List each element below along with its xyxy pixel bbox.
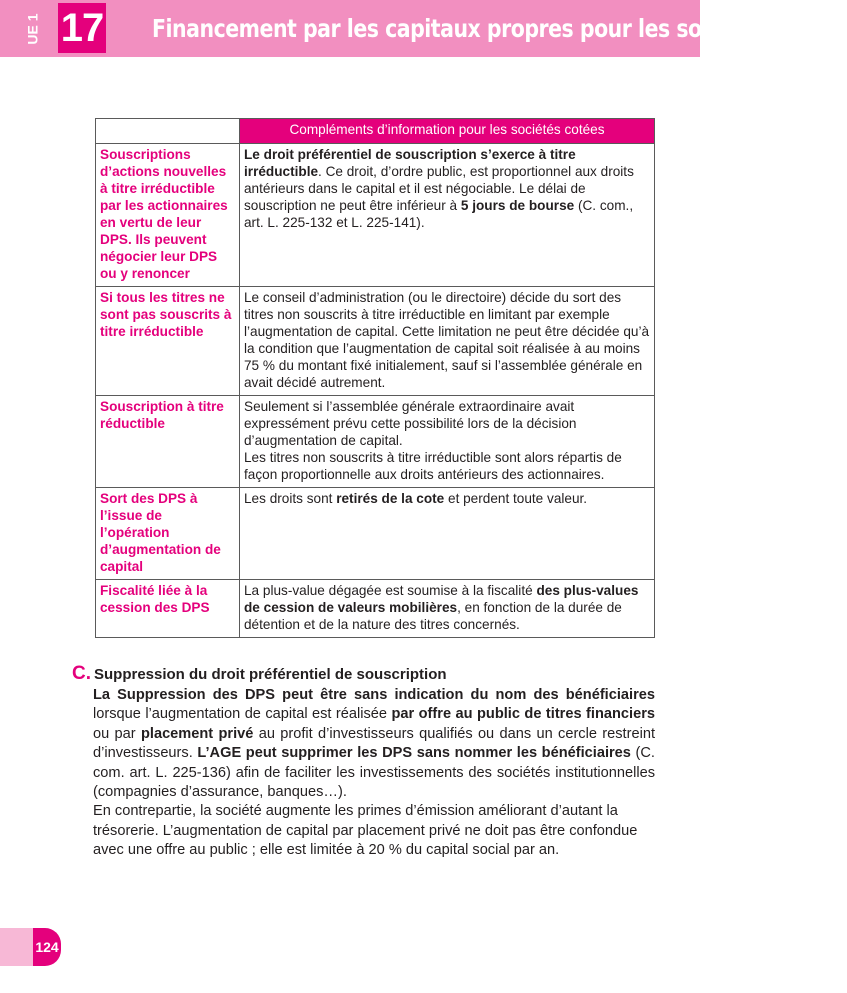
section-letter: C. <box>72 663 91 684</box>
table-row <box>96 396 655 488</box>
table-row <box>96 144 655 287</box>
row-text: Le droit préférentiel de souscription s’exerce à titre irréductible. Ce droit, d’ordre public, est proportionnel aux droits antérieurs dans le capital et il est négociable. Le délai de souscription ne peut être inférieur à 5 jours de bourse (C. com., art. L. 225-132 et L. 225-141). <box>240 144 655 287</box>
section-heading <box>72 663 672 685</box>
paragraph: La Suppression des DPS peut être sans indication du nom des bénéficiaires lorsque l’augmentation de capital est réalisée par offre au public de titres financiers ou par placement privé au profit d’investisseurs qualifiés ou dans un cercle restreint d’investisseurs. L’AGE peut supprimer les DPS sans nommer les bénéficiaires (C. com. art. L. 225-136) afin de faciliter les investissements des sociétés institutionnelles (compagnies d’assurance, banques…). <box>93 687 656 801</box>
table-row <box>96 287 655 396</box>
table-corner-cell <box>96 119 240 144</box>
row-text: Seulement si l’assemblée générale extraordinaire avait expressément prévu cette possibilité lors de la décision d’augmentation de capital. Les titres non souscrits à titre irréductible sont alors répartis de façon proportionnelle aux droits antérieurs des actionnaires. <box>240 396 655 488</box>
table-row <box>96 580 655 638</box>
row-label: Sort des DPS à l’issue de l’opération d’augmentation de capital <box>96 488 240 580</box>
paragraph: En contrepartie, la société augmente les primes d’émission améliorant d’autant la trésorerie. L’augmentation de capital par placement privé ne doit pas être confondue avec une offre au public ; elle est limitée à 20 % du capital social par an. <box>93 803 638 859</box>
chapter-number: 17 <box>58 3 106 53</box>
section-body <box>93 686 655 861</box>
row-label: Fiscalité liée à la cession des DPS <box>96 580 240 638</box>
table-row <box>96 488 655 580</box>
row-label: Souscriptions d’actions nouvelles à titre irréductible par les actionnaires en vertu de leur DPS. Ils peuvent négocier leur DPS ou y renoncer <box>96 144 240 287</box>
row-label: Souscription à titre réductible <box>96 396 240 488</box>
row-text: Les droits sont retirés de la cote et perdent toute valeur. <box>240 488 655 580</box>
ue-label: UE 1 <box>25 13 41 45</box>
page-header <box>0 0 847 57</box>
row-label: Si tous les titres ne sont pas souscrits à titre irréductible <box>96 287 240 396</box>
table-header-row <box>96 119 655 144</box>
row-text: La plus-value dégagée est soumise à la fiscalité des plus-values de cession de valeurs mobilières, en fonction de la durée de détention et de la nature des titres concernés. <box>240 580 655 638</box>
section-title: Suppression du droit préférentiel de souscription <box>94 666 447 683</box>
table-header: Compléments d’information pour les sociétés cotées <box>240 119 655 144</box>
page-number-bar <box>0 928 33 966</box>
chapter-title: Financement par les capitaux propres pour les sociétés cotées <box>152 14 847 43</box>
info-table <box>95 118 655 638</box>
page-number: 124 <box>33 928 61 966</box>
row-text: Le conseil d’administration (ou le directoire) décide du sort des titres non souscrits à titre irréductible en limitant par exemple l’augmentation de capital. Cette limitation ne peut être décidée qu’à la condition que l’augmentation de capital soit réalisée à au moins 75 % du montant fixé initialement, sauf si l’assemblée générale en avait décidé autrement. <box>240 287 655 396</box>
